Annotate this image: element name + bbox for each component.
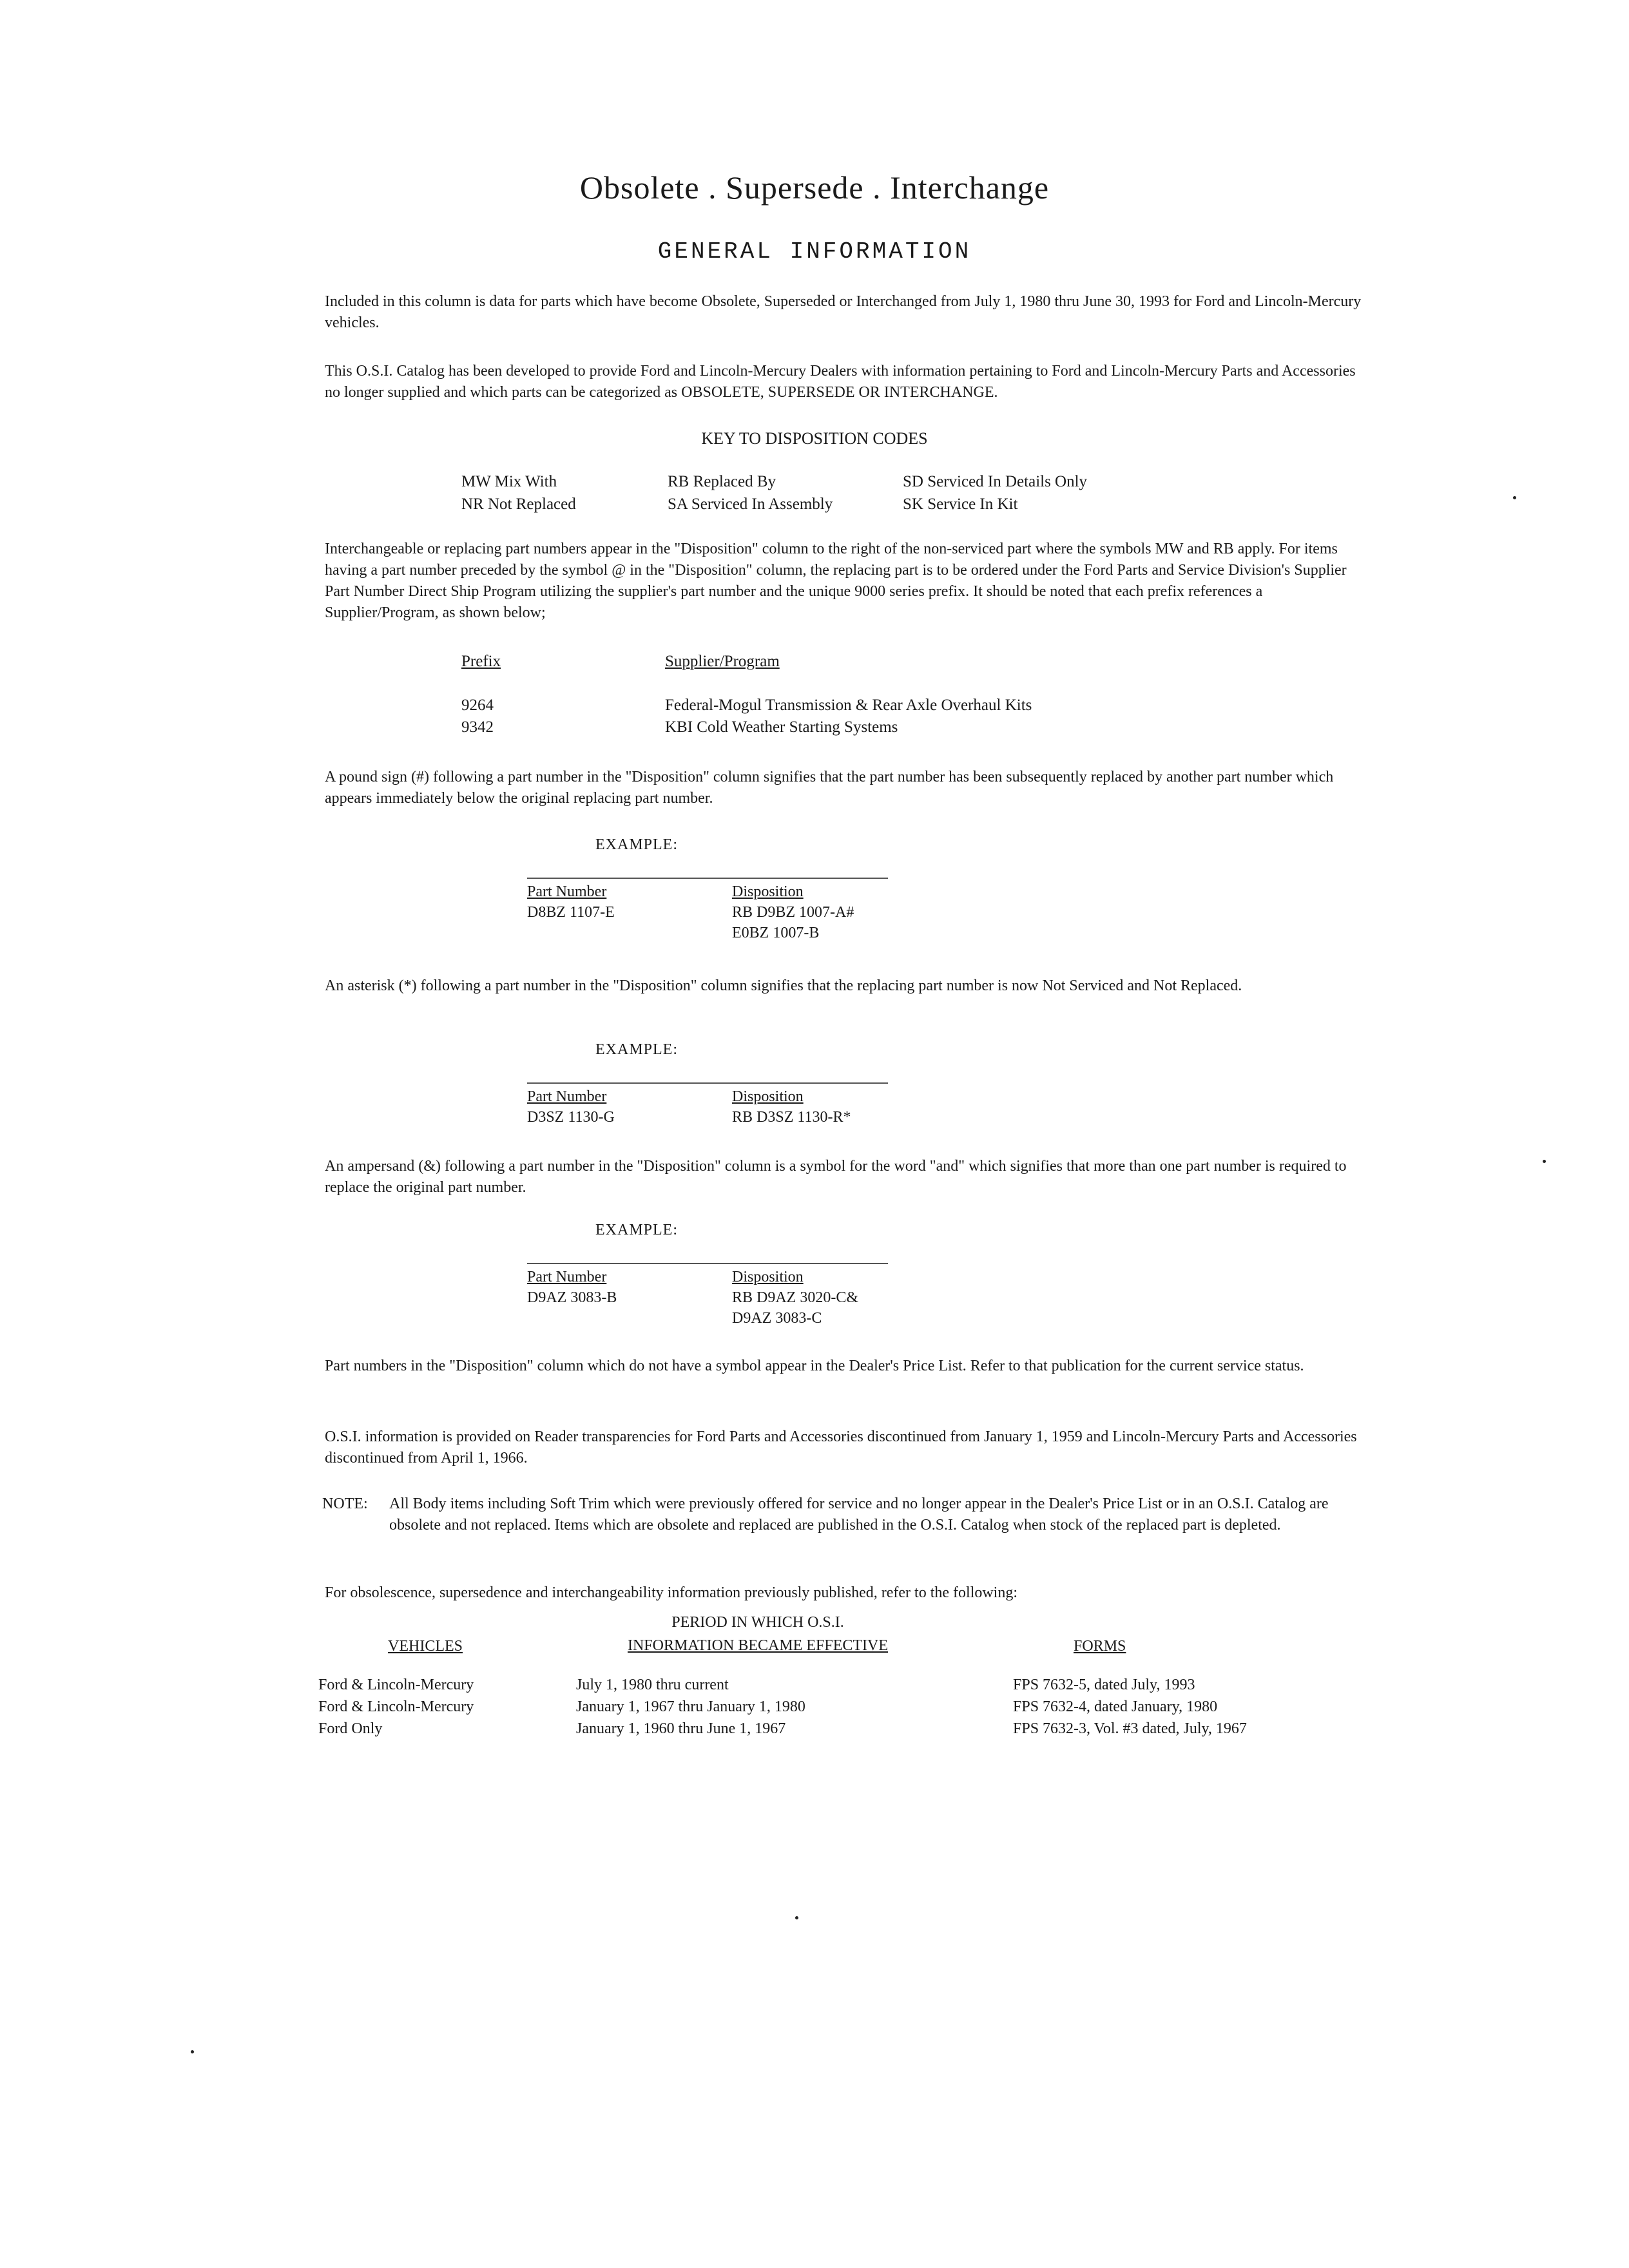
example-header-row [527,1267,888,1287]
example-label: EXAMPLE: [595,836,678,853]
part-number-header: Part Number [527,883,607,900]
history-header [318,1611,1349,1662]
prefix-cell: 9342 [461,718,494,736]
code-cell: MW Mix With [461,473,557,490]
page-title: Obsolete . Supersede . Interchange [579,169,1050,206]
example-table [527,1263,888,1329]
key-heading: KEY TO DISPOSITION CODES [701,429,928,448]
period-cell: January 1, 1967 thru January 1, 1980 [576,1698,805,1715]
intro-paragraph-1: Included in this column is data for parts which have become Obsolete, Superseded or Interchanged from July 1, 1980 thru June 30, 1993 for Ford and Lincoln-Mercury vehicles. [325,293,1362,331]
code-cell: RB Replaced By [668,473,776,490]
history-table [318,1611,1349,1737]
code-cell: SD Serviced In Details Only [903,473,1088,490]
pound-sign-paragraph: A pound sign (#) following a part number in the "Disposition" column signifies that the part number has been subsequently replaced by another part number which appears immediately below the original replacing part number. [325,769,1334,807]
vehicles-cell: Ford & Lincoln-Mercury [318,1677,474,1693]
interchange-paragraph: Interchangeable or replacing part numbers appear in the "Disposition" column to the right of the non-serviced part where the symbols MW and RB apply. For items having a part number preceded by the symbol @ in the "Disposition" column, the replacing part is to be ordered under the Ford Parts and Service Division's Supplier Part Number Direct Ship Program utilizing the supplier's part number and the unique 9000 series prefix. It should be noted that each prefix references a Supplier/Program, as shown below; [325,541,1347,621]
code-cell: NR Not Replaced [461,495,576,513]
example-row [527,902,888,923]
code-cell: SK Service In Kit [903,495,1018,513]
disposition-cell: E0BZ 1007-B [732,925,820,941]
disposition-header: Disposition [732,883,804,900]
asterisk-paragraph: An asterisk (*) following a part number in the "Disposition" column signifies that the replacing part number is now Not Serviced and Not Replaced. [325,977,1242,994]
disposition-cell: D9AZ 3083-C [732,1310,822,1327]
supplier-cell: Federal-Mogul Transmission & Rear Axle Overhaul Kits [665,697,1032,714]
history-row [318,1718,1349,1740]
example-label: EXAMPLE: [595,1041,678,1058]
period-header-line-1: PERIOD IN WHICH O.S.I. [671,1614,844,1631]
scan-speck [1513,496,1516,499]
intro-paragraph-2: This O.S.I. Catalog has been developed to provide Ford and Lincoln-Mercury Dealers with information pertaining to Ford and Lincoln-Mercury Parts and Accessories no longer supplied and which parts can be categorized as OBSOLETE, SUPERSEDE OR INTERCHANGE. [325,363,1356,401]
code-cell: SA Serviced In Assembly [668,495,833,513]
example-header-row [527,881,888,902]
scan-speck [191,2050,194,2053]
part-number-cell: D9AZ 3083-B [527,1289,617,1306]
disposition-cell: RB D9BZ 1007-A# [732,904,854,921]
obsolescence-paragraph: For obsolescence, supersedence and interchangeability information previously published, refer to the following: [325,1584,1018,1601]
period-cell: July 1, 1980 thru current [576,1677,729,1693]
part-number-header: Part Number [527,1269,607,1285]
price-list-paragraph: Part numbers in the "Disposition" column which do not have a symbol appear in the Dealer's Price List. Refer to that publication for the current service status. [325,1358,1304,1374]
scan-speck [795,1916,798,1919]
period-cell: January 1, 1960 thru June 1, 1967 [576,1720,786,1737]
example-row [527,1287,888,1308]
disposition-header: Disposition [732,1269,804,1285]
reader-transparencies-paragraph: O.S.I. information is provided on Reader transparencies for Ford Parts and Accessories discontinued from January 1, 1959 and Lincoln-Mercury Parts and Accessories discontinued from April 1, 1966. [325,1428,1357,1466]
period-header [590,1611,925,1657]
example-row [527,1107,888,1128]
forms-cell: FPS 7632-4, dated January, 1980 [1013,1698,1218,1715]
example-row [527,923,888,943]
example-header-row [527,1086,888,1107]
period-header-line-2: INFORMATION BECAME EFFECTIVE [627,1637,888,1654]
forms-cell: FPS 7632-5, dated July, 1993 [1013,1677,1195,1693]
disposition-header: Disposition [732,1088,804,1105]
example-row [527,1308,888,1329]
forms-cell: FPS 7632-3, Vol. #3 dated, July, 1967 [1013,1720,1247,1737]
forms-header: FORMS [1074,1638,1126,1655]
codes-row [461,470,1235,493]
vehicles-cell: Ford Only [318,1720,383,1737]
disposition-cell: RB D9AZ 3020-C& [732,1289,859,1306]
part-number-header: Part Number [527,1088,607,1105]
vehicles-cell: Ford & Lincoln-Mercury [318,1698,474,1715]
prefix-row [461,695,1032,716]
vehicles-header: VEHICLES [388,1638,463,1655]
note-text: All Body items including Soft Trim which were previously offered for service and no longer appear in the Dealer's Price List or in an O.S.I. Catalog are obsolete and not replaced. Items which are obsolete and replaced are published in the O.S.I. Catalog when stock of the replaced part is depleted. [389,1495,1329,1533]
prefix-table [461,651,1032,738]
prefix-header-row [461,651,1032,673]
part-number-cell: D3SZ 1130-G [527,1109,615,1126]
example-table [527,1082,888,1128]
note-block [322,1494,1366,1536]
note-label: NOTE: [322,1495,368,1512]
prefix-cell: 9264 [461,697,494,714]
prefix-row [461,716,1032,738]
ampersand-paragraph: An ampersand (&) following a part number in the "Disposition" column is a symbol for the word "and" which signifies that more than one part number is required to replace the original part number. [325,1158,1347,1196]
page-subtitle: GENERAL INFORMATION [657,238,972,265]
disposition-codes-table [461,470,1235,515]
part-number-cell: D8BZ 1107-E [527,904,615,921]
scan-speck [1543,1160,1546,1163]
codes-row [461,493,1235,515]
supplier-header: Supplier/Program [665,653,780,670]
prefix-header: Prefix [461,653,501,670]
history-rows [318,1674,1349,1740]
disposition-cell: RB D3SZ 1130-R* [732,1109,851,1126]
supplier-cell: KBI Cold Weather Starting Systems [665,718,898,736]
example-table [527,878,888,943]
history-row [318,1696,1349,1718]
example-label: EXAMPLE: [595,1222,678,1238]
history-row [318,1674,1349,1696]
